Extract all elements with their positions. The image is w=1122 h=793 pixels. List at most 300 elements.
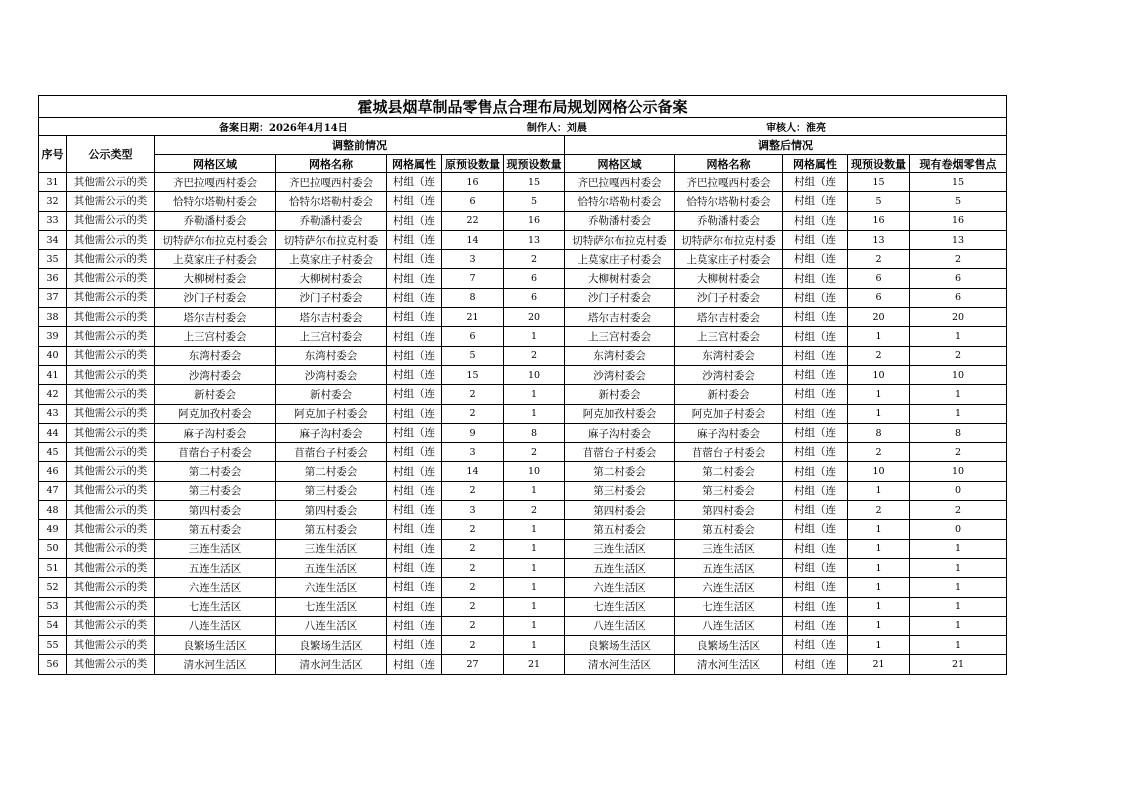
cell-type: 其他需公示的类 bbox=[67, 288, 155, 307]
cell-after-name: 齐巴拉嘎西村委会 bbox=[675, 173, 783, 192]
cell-after-name: 上三宫村委会 bbox=[675, 327, 783, 346]
cell-after-name: 六连生活区 bbox=[675, 578, 783, 597]
table-row bbox=[39, 597, 1007, 616]
cell-attr: 村组（连 bbox=[387, 481, 442, 500]
cell-after-attr: 村组（连 bbox=[783, 481, 848, 500]
cell-region: 沙门子村委会 bbox=[155, 288, 276, 307]
cell-orig-count: 14 bbox=[442, 230, 504, 249]
cell-region: 上莫家庄子村委会 bbox=[155, 250, 276, 269]
cell-orig-count: 2 bbox=[442, 539, 504, 558]
cell-after-attr: 村组（连 bbox=[783, 636, 848, 655]
filing-table bbox=[38, 95, 1007, 675]
cell-name: 第四村委会 bbox=[276, 501, 387, 520]
cell-orig-count: 3 bbox=[442, 443, 504, 462]
cell-existing: 2 bbox=[910, 501, 1007, 520]
cell-type: 其他需公示的类 bbox=[67, 327, 155, 346]
cell-name: 上三宫村委会 bbox=[276, 327, 387, 346]
cell-seq: 48 bbox=[39, 501, 67, 520]
cell-existing: 6 bbox=[910, 269, 1007, 288]
cell-seq: 42 bbox=[39, 385, 67, 404]
cell-seq: 51 bbox=[39, 558, 67, 577]
cell-type: 其他需公示的类 bbox=[67, 192, 155, 211]
cell-after-region: 六连生活区 bbox=[565, 578, 675, 597]
cell-attr: 村组（连 bbox=[387, 250, 442, 269]
cell-after-cur-count: 21 bbox=[848, 655, 910, 674]
document-title: 霍城县烟草制品零售点合理布局规划网格公示备案 bbox=[39, 96, 1007, 118]
cell-cur-count: 1 bbox=[504, 578, 565, 597]
cell-existing: 1 bbox=[910, 558, 1007, 577]
cell-existing: 20 bbox=[910, 308, 1007, 327]
cell-existing: 2 bbox=[910, 250, 1007, 269]
cell-after-name: 第二村委会 bbox=[675, 462, 783, 481]
cell-cur-count: 1 bbox=[504, 327, 565, 346]
cell-after-name: 阿克加子村委会 bbox=[675, 404, 783, 423]
header-after-cur-count: 现预设数量 bbox=[848, 155, 910, 173]
cell-after-cur-count: 20 bbox=[848, 308, 910, 327]
cell-orig-count: 2 bbox=[442, 404, 504, 423]
cell-region: 清水河生活区 bbox=[155, 655, 276, 674]
filing-meta-row bbox=[39, 118, 1007, 136]
cell-name: 八连生活区 bbox=[276, 616, 387, 635]
cell-name: 沙湾村委会 bbox=[276, 365, 387, 384]
cell-orig-count: 3 bbox=[442, 501, 504, 520]
cell-after-region: 恰特尔塔勒村委会 bbox=[565, 192, 675, 211]
cell-type: 其他需公示的类 bbox=[67, 365, 155, 384]
cell-after-attr: 村组（连 bbox=[783, 327, 848, 346]
cell-after-region: 阿克加孜村委会 bbox=[565, 404, 675, 423]
cell-orig-count: 2 bbox=[442, 558, 504, 577]
header-after-attr: 网格属性 bbox=[783, 155, 848, 173]
cell-after-attr: 村组（连 bbox=[783, 346, 848, 365]
cell-orig-count: 3 bbox=[442, 250, 504, 269]
cell-type: 其他需公示的类 bbox=[67, 462, 155, 481]
cell-name: 第二村委会 bbox=[276, 462, 387, 481]
cell-cur-count: 1 bbox=[504, 597, 565, 616]
cell-attr: 村组（连 bbox=[387, 597, 442, 616]
table-row bbox=[39, 211, 1007, 230]
cell-cur-count: 1 bbox=[504, 636, 565, 655]
cell-type: 其他需公示的类 bbox=[67, 520, 155, 539]
cell-existing: 0 bbox=[910, 520, 1007, 539]
cell-name: 塔尔吉村委会 bbox=[276, 308, 387, 327]
cell-after-attr: 村组（连 bbox=[783, 655, 848, 674]
cell-seq: 40 bbox=[39, 346, 67, 365]
cell-after-name: 清水河生活区 bbox=[675, 655, 783, 674]
table-row bbox=[39, 404, 1007, 423]
cell-attr: 村组（连 bbox=[387, 385, 442, 404]
header-name: 网格名称 bbox=[276, 155, 387, 173]
cell-after-cur-count: 15 bbox=[848, 173, 910, 192]
cell-name: 清水河生活区 bbox=[276, 655, 387, 674]
cell-seq: 45 bbox=[39, 443, 67, 462]
cell-cur-count: 1 bbox=[504, 520, 565, 539]
cell-after-attr: 村组（连 bbox=[783, 423, 848, 442]
header-after-name: 网格名称 bbox=[675, 155, 783, 173]
cell-after-region: 沙门子村委会 bbox=[565, 288, 675, 307]
cell-region: 沙湾村委会 bbox=[155, 365, 276, 384]
cell-orig-count: 2 bbox=[442, 385, 504, 404]
cell-after-attr: 村组（连 bbox=[783, 597, 848, 616]
table-row bbox=[39, 346, 1007, 365]
cell-after-attr: 村组（连 bbox=[783, 539, 848, 558]
cell-after-name: 七连生活区 bbox=[675, 597, 783, 616]
cell-type: 其他需公示的类 bbox=[67, 385, 155, 404]
cell-name: 五连生活区 bbox=[276, 558, 387, 577]
cell-cur-count: 2 bbox=[504, 443, 565, 462]
cell-after-cur-count: 1 bbox=[848, 539, 910, 558]
cell-cur-count: 10 bbox=[504, 462, 565, 481]
cell-after-cur-count: 1 bbox=[848, 578, 910, 597]
cell-type: 其他需公示的类 bbox=[67, 230, 155, 249]
cell-existing: 2 bbox=[910, 443, 1007, 462]
cell-after-attr: 村组（连 bbox=[783, 462, 848, 481]
table-row bbox=[39, 539, 1007, 558]
cell-type: 其他需公示的类 bbox=[67, 173, 155, 192]
header-after: 调整后情况 bbox=[565, 136, 1007, 155]
cell-existing: 1 bbox=[910, 385, 1007, 404]
cell-orig-count: 6 bbox=[442, 192, 504, 211]
cell-after-attr: 村组（连 bbox=[783, 192, 848, 211]
cell-after-region: 第四村委会 bbox=[565, 501, 675, 520]
cell-after-cur-count: 1 bbox=[848, 520, 910, 539]
cell-cur-count: 20 bbox=[504, 308, 565, 327]
cell-existing: 21 bbox=[910, 655, 1007, 674]
cell-seq: 31 bbox=[39, 173, 67, 192]
cell-attr: 村组（连 bbox=[387, 173, 442, 192]
cell-attr: 村组（连 bbox=[387, 211, 442, 230]
table-row bbox=[39, 173, 1007, 192]
cell-after-cur-count: 1 bbox=[848, 636, 910, 655]
table-row bbox=[39, 616, 1007, 635]
cell-type: 其他需公示的类 bbox=[67, 250, 155, 269]
cell-region: 六连生活区 bbox=[155, 578, 276, 597]
cell-seq: 32 bbox=[39, 192, 67, 211]
cell-cur-count: 5 bbox=[504, 192, 565, 211]
cell-seq: 49 bbox=[39, 520, 67, 539]
cell-after-attr: 村组（连 bbox=[783, 558, 848, 577]
cell-attr: 村组（连 bbox=[387, 404, 442, 423]
cell-region: 三连生活区 bbox=[155, 539, 276, 558]
cell-orig-count: 9 bbox=[442, 423, 504, 442]
cell-after-name: 东湾村委会 bbox=[675, 346, 783, 365]
cell-attr: 村组（连 bbox=[387, 520, 442, 539]
cell-after-region: 第三村委会 bbox=[565, 481, 675, 500]
cell-after-name: 第四村委会 bbox=[675, 501, 783, 520]
table-row bbox=[39, 250, 1007, 269]
cell-after-cur-count: 1 bbox=[848, 558, 910, 577]
cell-after-name: 大柳树村委会 bbox=[675, 269, 783, 288]
cell-attr: 村组（连 bbox=[387, 288, 442, 307]
cell-after-name: 乔勒潘村委会 bbox=[675, 211, 783, 230]
cell-after-name: 恰特尔塔勒村委会 bbox=[675, 192, 783, 211]
cell-after-attr: 村组（连 bbox=[783, 578, 848, 597]
cell-existing: 16 bbox=[910, 211, 1007, 230]
cell-seq: 38 bbox=[39, 308, 67, 327]
cell-type: 其他需公示的类 bbox=[67, 443, 155, 462]
cell-after-cur-count: 2 bbox=[848, 501, 910, 520]
cell-existing: 1 bbox=[910, 578, 1007, 597]
cell-region: 八连生活区 bbox=[155, 616, 276, 635]
table-row bbox=[39, 269, 1007, 288]
cell-after-name: 沙门子村委会 bbox=[675, 288, 783, 307]
cell-after-attr: 村组（连 bbox=[783, 501, 848, 520]
cell-cur-count: 1 bbox=[504, 616, 565, 635]
header-seq: 序号 bbox=[39, 136, 67, 173]
cell-after-cur-count: 6 bbox=[848, 269, 910, 288]
table-row bbox=[39, 230, 1007, 249]
cell-after-attr: 村组（连 bbox=[783, 404, 848, 423]
cell-type: 其他需公示的类 bbox=[67, 211, 155, 230]
cell-orig-count: 21 bbox=[442, 308, 504, 327]
cell-region: 上三宫村委会 bbox=[155, 327, 276, 346]
reviewer: 审核人：淮亮 bbox=[766, 123, 827, 134]
table-body bbox=[39, 173, 1007, 675]
cell-region: 第三村委会 bbox=[155, 481, 276, 500]
cell-after-attr: 村组（连 bbox=[783, 308, 848, 327]
cell-seq: 33 bbox=[39, 211, 67, 230]
cell-name: 乔勒潘村委会 bbox=[276, 211, 387, 230]
cell-attr: 村组（连 bbox=[387, 230, 442, 249]
cell-after-region: 第五村委会 bbox=[565, 520, 675, 539]
cell-after-region: 五连生活区 bbox=[565, 558, 675, 577]
cell-after-attr: 村组（连 bbox=[783, 288, 848, 307]
cell-after-name: 良繁场生活区 bbox=[675, 636, 783, 655]
cell-after-region: 上莫家庄子村委会 bbox=[565, 250, 675, 269]
cell-existing: 5 bbox=[910, 192, 1007, 211]
cell-attr: 村组（连 bbox=[387, 443, 442, 462]
cell-region: 塔尔吉村委会 bbox=[155, 308, 276, 327]
cell-after-cur-count: 2 bbox=[848, 346, 910, 365]
cell-attr: 村组（连 bbox=[387, 423, 442, 442]
table-row bbox=[39, 558, 1007, 577]
cell-name: 上莫家庄子村委会 bbox=[276, 250, 387, 269]
cell-attr: 村组（连 bbox=[387, 616, 442, 635]
cell-cur-count: 2 bbox=[504, 250, 565, 269]
cell-after-region: 大柳树村委会 bbox=[565, 269, 675, 288]
cell-existing: 1 bbox=[910, 404, 1007, 423]
cell-after-cur-count: 2 bbox=[848, 250, 910, 269]
cell-after-region: 三连生活区 bbox=[565, 539, 675, 558]
cell-type: 其他需公示的类 bbox=[67, 501, 155, 520]
cell-attr: 村组（连 bbox=[387, 539, 442, 558]
cell-existing: 1 bbox=[910, 636, 1007, 655]
cell-after-name: 八连生活区 bbox=[675, 616, 783, 635]
cell-after-cur-count: 1 bbox=[848, 481, 910, 500]
cell-type: 其他需公示的类 bbox=[67, 616, 155, 635]
cell-seq: 53 bbox=[39, 597, 67, 616]
filing-date: 备案日期：2026年4月14日 bbox=[219, 123, 348, 134]
cell-after-region: 上三宫村委会 bbox=[565, 327, 675, 346]
cell-region: 第四村委会 bbox=[155, 501, 276, 520]
table-row bbox=[39, 443, 1007, 462]
table-row bbox=[39, 288, 1007, 307]
cell-seq: 44 bbox=[39, 423, 67, 442]
cell-seq: 55 bbox=[39, 636, 67, 655]
cell-orig-count: 27 bbox=[442, 655, 504, 674]
cell-existing: 10 bbox=[910, 365, 1007, 384]
cell-region: 良繁场生活区 bbox=[155, 636, 276, 655]
cell-attr: 村组（连 bbox=[387, 462, 442, 481]
cell-after-region: 切特萨尔布拉克村委 bbox=[565, 230, 675, 249]
cell-orig-count: 6 bbox=[442, 327, 504, 346]
cell-name: 东湾村委会 bbox=[276, 346, 387, 365]
cell-name: 沙门子村委会 bbox=[276, 288, 387, 307]
cell-after-name: 第五村委会 bbox=[675, 520, 783, 539]
cell-orig-count: 7 bbox=[442, 269, 504, 288]
cell-name: 切特萨尔布拉克村委 bbox=[276, 230, 387, 249]
cell-after-region: 东湾村委会 bbox=[565, 346, 675, 365]
cell-name: 恰特尔塔勒村委会 bbox=[276, 192, 387, 211]
cell-region: 大柳树村委会 bbox=[155, 269, 276, 288]
header-region: 网格区域 bbox=[155, 155, 276, 173]
cell-after-name: 塔尔吉村委会 bbox=[675, 308, 783, 327]
cell-after-attr: 村组（连 bbox=[783, 173, 848, 192]
cell-attr: 村组（连 bbox=[387, 501, 442, 520]
cell-existing: 1 bbox=[910, 327, 1007, 346]
cell-after-region: 七连生活区 bbox=[565, 597, 675, 616]
cell-cur-count: 8 bbox=[504, 423, 565, 442]
cell-type: 其他需公示的类 bbox=[67, 308, 155, 327]
table-row bbox=[39, 481, 1007, 500]
cell-name: 七连生活区 bbox=[276, 597, 387, 616]
cell-region: 恰特尔塔勒村委会 bbox=[155, 192, 276, 211]
cell-attr: 村组（连 bbox=[387, 308, 442, 327]
cell-region: 第二村委会 bbox=[155, 462, 276, 481]
header-cur-count: 现预设数量 bbox=[504, 155, 565, 173]
cell-type: 其他需公示的类 bbox=[67, 346, 155, 365]
cell-cur-count: 2 bbox=[504, 501, 565, 520]
cell-after-cur-count: 13 bbox=[848, 230, 910, 249]
cell-region: 第五村委会 bbox=[155, 520, 276, 539]
cell-after-cur-count: 10 bbox=[848, 365, 910, 384]
cell-after-name: 上莫家庄子村委会 bbox=[675, 250, 783, 269]
cell-region: 新村委会 bbox=[155, 385, 276, 404]
cell-type: 其他需公示的类 bbox=[67, 481, 155, 500]
cell-after-name: 沙湾村委会 bbox=[675, 365, 783, 384]
cell-after-name: 苜蓿台子村委会 bbox=[675, 443, 783, 462]
cell-existing: 1 bbox=[910, 597, 1007, 616]
cell-seq: 47 bbox=[39, 481, 67, 500]
cell-region: 五连生活区 bbox=[155, 558, 276, 577]
cell-existing: 8 bbox=[910, 423, 1007, 442]
cell-type: 其他需公示的类 bbox=[67, 597, 155, 616]
cell-cur-count: 1 bbox=[504, 539, 565, 558]
table-row bbox=[39, 385, 1007, 404]
cell-after-name: 五连生活区 bbox=[675, 558, 783, 577]
cell-attr: 村组（连 bbox=[387, 578, 442, 597]
cell-attr: 村组（连 bbox=[387, 192, 442, 211]
cell-attr: 村组（连 bbox=[387, 636, 442, 655]
cell-region: 麻子沟村委会 bbox=[155, 423, 276, 442]
cell-region: 乔勒潘村委会 bbox=[155, 211, 276, 230]
cell-after-cur-count: 5 bbox=[848, 192, 910, 211]
cell-existing: 6 bbox=[910, 288, 1007, 307]
cell-region: 苜蓿台子村委会 bbox=[155, 443, 276, 462]
cell-cur-count: 1 bbox=[504, 481, 565, 500]
cell-after-attr: 村组（连 bbox=[783, 230, 848, 249]
table-row bbox=[39, 365, 1007, 384]
cell-cur-count: 1 bbox=[504, 385, 565, 404]
cell-cur-count: 15 bbox=[504, 173, 565, 192]
cell-orig-count: 2 bbox=[442, 520, 504, 539]
author: 制作人：刘晨 bbox=[526, 123, 587, 134]
header-after-region: 网格区域 bbox=[565, 155, 675, 173]
cell-attr: 村组（连 bbox=[387, 327, 442, 346]
cell-existing: 13 bbox=[910, 230, 1007, 249]
cell-after-region: 齐巴拉嘎西村委会 bbox=[565, 173, 675, 192]
cell-after-cur-count: 6 bbox=[848, 288, 910, 307]
cell-after-region: 良繁场生活区 bbox=[565, 636, 675, 655]
cell-seq: 52 bbox=[39, 578, 67, 597]
cell-type: 其他需公示的类 bbox=[67, 636, 155, 655]
cell-existing: 2 bbox=[910, 346, 1007, 365]
cell-name: 麻子沟村委会 bbox=[276, 423, 387, 442]
cell-after-region: 乔勒潘村委会 bbox=[565, 211, 675, 230]
cell-orig-count: 5 bbox=[442, 346, 504, 365]
cell-seq: 34 bbox=[39, 230, 67, 249]
cell-seq: 56 bbox=[39, 655, 67, 674]
cell-name: 良繁场生活区 bbox=[276, 636, 387, 655]
cell-after-name: 麻子沟村委会 bbox=[675, 423, 783, 442]
cell-after-region: 八连生活区 bbox=[565, 616, 675, 635]
cell-name: 三连生活区 bbox=[276, 539, 387, 558]
cell-cur-count: 1 bbox=[504, 404, 565, 423]
cell-type: 其他需公示的类 bbox=[67, 655, 155, 674]
cell-after-cur-count: 1 bbox=[848, 385, 910, 404]
cell-seq: 41 bbox=[39, 365, 67, 384]
cell-attr: 村组（连 bbox=[387, 269, 442, 288]
header-orig-count: 原预设数量 bbox=[442, 155, 504, 173]
cell-after-region: 第二村委会 bbox=[565, 462, 675, 481]
cell-after-attr: 村组（连 bbox=[783, 520, 848, 539]
cell-after-attr: 村组（连 bbox=[783, 443, 848, 462]
cell-existing: 1 bbox=[910, 616, 1007, 635]
cell-after-attr: 村组（连 bbox=[783, 269, 848, 288]
cell-after-attr: 村组（连 bbox=[783, 385, 848, 404]
cell-existing: 0 bbox=[910, 481, 1007, 500]
cell-name: 苜蓿台子村委会 bbox=[276, 443, 387, 462]
cell-cur-count: 10 bbox=[504, 365, 565, 384]
cell-seq: 37 bbox=[39, 288, 67, 307]
cell-cur-count: 13 bbox=[504, 230, 565, 249]
cell-cur-count: 2 bbox=[504, 346, 565, 365]
cell-after-name: 第三村委会 bbox=[675, 481, 783, 500]
table-row bbox=[39, 308, 1007, 327]
table-row bbox=[39, 655, 1007, 674]
cell-region: 切特萨尔布拉克村委会 bbox=[155, 230, 276, 249]
table-row bbox=[39, 462, 1007, 481]
cell-after-attr: 村组（连 bbox=[783, 211, 848, 230]
cell-after-attr: 村组（连 bbox=[783, 365, 848, 384]
cell-region: 东湾村委会 bbox=[155, 346, 276, 365]
header-type: 公示类型 bbox=[67, 136, 155, 173]
cell-seq: 46 bbox=[39, 462, 67, 481]
cell-attr: 村组（连 bbox=[387, 365, 442, 384]
cell-existing: 1 bbox=[910, 539, 1007, 558]
header-attr: 网格属性 bbox=[387, 155, 442, 173]
cell-seq: 50 bbox=[39, 539, 67, 558]
cell-orig-count: 2 bbox=[442, 636, 504, 655]
cell-after-name: 切特萨尔布拉克村委 bbox=[675, 230, 783, 249]
cell-after-cur-count: 1 bbox=[848, 597, 910, 616]
cell-after-cur-count: 1 bbox=[848, 616, 910, 635]
cell-after-name: 三连生活区 bbox=[675, 539, 783, 558]
cell-after-cur-count: 1 bbox=[848, 404, 910, 423]
cell-after-cur-count: 1 bbox=[848, 327, 910, 346]
cell-after-cur-count: 8 bbox=[848, 423, 910, 442]
cell-name: 齐巴拉嘎西村委会 bbox=[276, 173, 387, 192]
cell-type: 其他需公示的类 bbox=[67, 269, 155, 288]
